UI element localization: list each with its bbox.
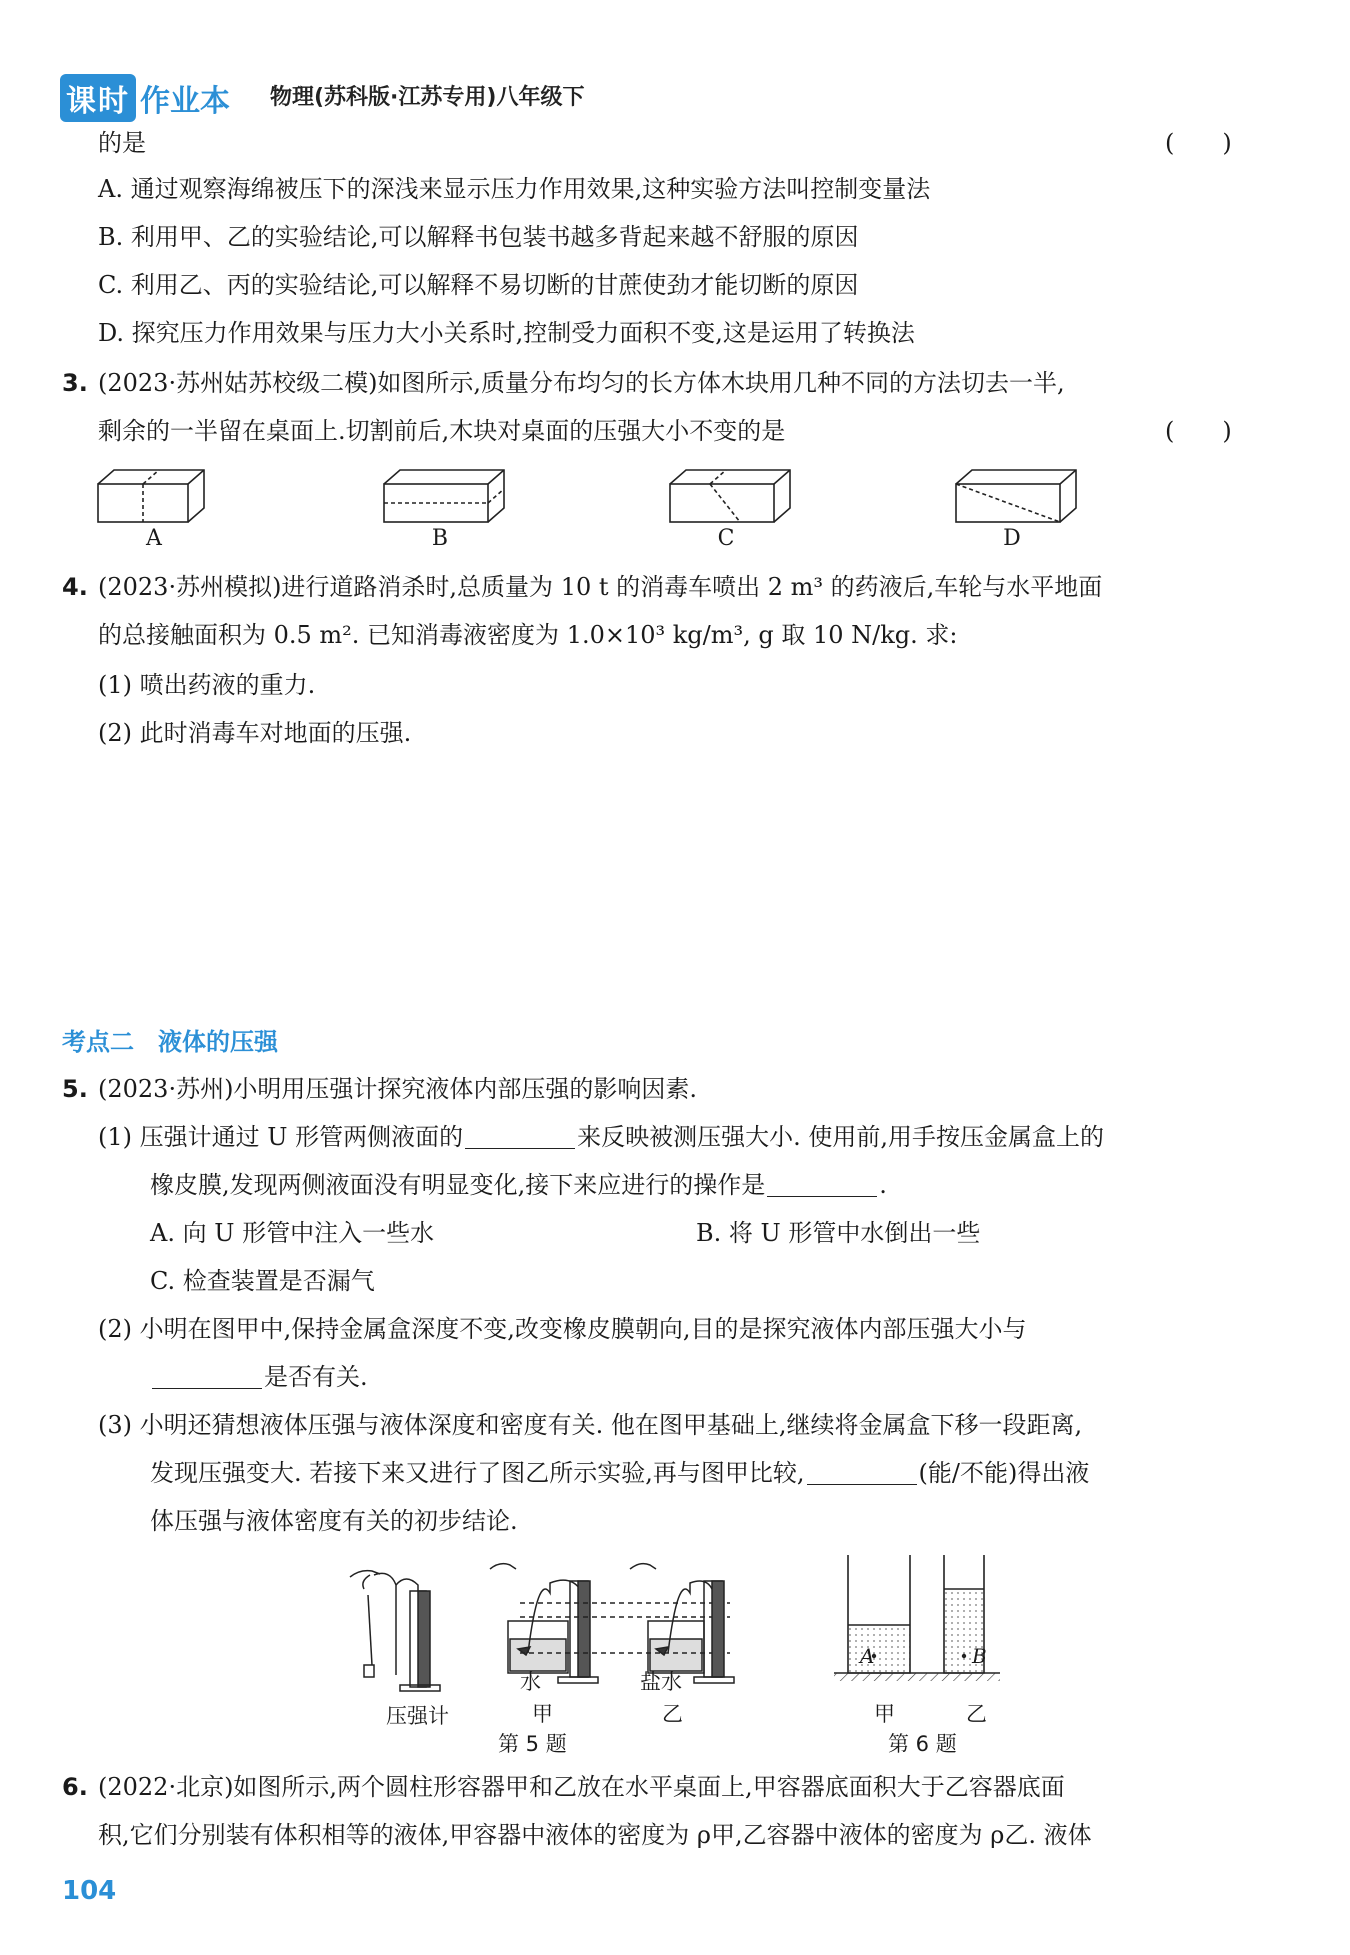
q3-blocks-figure [90,462,1090,552]
q4-line2: 的总接触面积为 0.5 m². 已知消毒液密度为 1.0×10³ kg/m³, g 取 10 N/kg. 求: [98,621,958,649]
q5-option-c: C. 检查装置是否漏气 [150,1267,375,1295]
q3-line2: 剩余的一半留在桌面上.切割前后,木块对桌面的压强大小不变的是 [98,417,786,445]
q5-option-b: B. 将 U 形管中水倒出一些 [696,1219,981,1247]
subject-title: 物理(苏科版·江苏专用)八年级下 [270,85,585,110]
q4-sub2: (2) 此时消毒车对地面的压强. [98,719,412,747]
q5-part3-line2 [150,1456,1089,1490]
q5-p2-b: 是否有关. [264,1363,368,1391]
q5-p3-c: (能/不能)得出液 [918,1459,1090,1487]
q6-line1: (2022·北京)如图所示,两个圆柱形容器甲和乙放在水平桌面上,甲容器底面积大于乙容器底面 [98,1773,1065,1801]
fig5-label-jia: 甲 [532,1702,553,1726]
fig6-caption: 第 6 题 [888,1732,957,1756]
q4-line1: (2023·苏州模拟)进行道路消杀时,总质量为 10 t 的消毒车喷出 2 m³ 的药液后,车轮与水平地面 [98,573,1103,601]
q2-stem-tail: 的是 [98,129,146,157]
q2-option-c: C. 利用乙、丙的实验结论,可以解释不易切断的甘蔗使劲才能切断的原因 [98,271,859,299]
fig6-point-a: A [860,1644,875,1668]
fig5-label-water: 水 [520,1670,541,1694]
q2-answer-paren: ( ) [1165,129,1232,157]
q2-option-b: B. 利用甲、乙的实验结论,可以解释书包装书越多背起来越不舒服的原因 [98,223,859,251]
q3-label-b: B [431,526,449,551]
q6-number: 6. [62,1773,88,1801]
q5-part3-line1: (3) 小明还猜想液体压强与液体深度和密度有关. 他在图甲基础上,继续将金属盒下移一段距离, [98,1411,1083,1439]
q5-part1-line2 [150,1168,887,1202]
q5-p1-a: (1) 压强计通过 U 形管两侧液面的 [98,1123,464,1151]
section-heading: 考点二 液体的压强 [62,1028,278,1056]
fig5-label-salt: 盐水 [640,1670,682,1694]
logo-text: 作业本 [140,84,230,119]
q2-option-d: D. 探究压力作用效果与压力大小关系时,控制受力面积不变,这是运用了转换法 [98,319,915,347]
q6-line2: 积,它们分别装有体积相等的液体,甲容器中液体的密度为 ρ甲,乙容器中液体的密度为 ρ乙. 液体 [98,1821,1092,1849]
logo-mark: 课时 [60,74,136,122]
q3-answer-paren: ( ) [1165,417,1232,445]
block-b-drawing [384,470,504,522]
q2-option-a: A. 通过观察海绵被压下的深浅来显示压力作用效果,这种实验方法叫控制变量法 [98,175,931,203]
fig5-label-meter: 压强计 [386,1704,449,1728]
fig5-yi-gauge-drawing [690,1555,740,1695]
q5-blank-4[interactable] [807,1460,917,1485]
q5-part2-line2 [150,1360,368,1394]
block-c-drawing [670,470,790,522]
q5-stem: (2023·苏州)小明用压强计探究液体内部压强的影响因素. [98,1075,698,1103]
q5-option-a: A. 向 U 形管中注入一些水 [150,1219,435,1247]
book-logo [60,74,230,122]
q3-label-d: D [1003,526,1021,551]
block-a-drawing [98,470,204,522]
q5-number: 5. [62,1075,88,1103]
fig5-caption: 第 5 题 [498,1732,567,1756]
q5-blank-1[interactable] [465,1124,575,1149]
q5-blank-3[interactable] [152,1364,262,1389]
fig6-label-yi: 乙 [966,1702,987,1726]
q3-label-a: A [146,526,162,551]
q5-p1-c: 橡皮膜,发现两侧液面没有明显变化,接下来应进行的操作是 [150,1171,766,1199]
q5-blank-2[interactable] [767,1172,877,1197]
q3-number: 3. [62,369,88,397]
q4-number: 4. [62,573,88,601]
block-d-drawing [956,470,1076,522]
fig6-point-b: B [972,1644,987,1668]
q5-part2-line1: (2) 小明在图甲中,保持金属盒深度不变,改变橡皮膜朝向,目的是探究液体内部压强大小与 [98,1315,1027,1343]
q3-label-c: C [717,526,735,551]
q5-part3-line3: 体压强与液体密度有关的初步结论. [150,1507,518,1535]
q4-sub1: (1) 喷出药液的重力. [98,671,316,699]
q3-line1: (2023·苏州姑苏校级二模)如图所示,质量分布均匀的长方体木块用几种不同的方法切去一半, [98,369,1065,397]
fig6-label-jia: 甲 [874,1702,895,1726]
q5-part1-line1 [98,1120,1104,1154]
q5-p3-b: 发现压强变大. 若接下来又进行了图乙所示实验,再与图甲比较, [150,1459,805,1487]
page-number: 104 [62,1876,117,1906]
q5-p1-d: . [879,1171,887,1199]
q5-p1-b: 来反映被测压强大小. 使用前,用手按压金属盒上的 [577,1123,1104,1151]
fig5-label-yi: 乙 [662,1702,683,1726]
